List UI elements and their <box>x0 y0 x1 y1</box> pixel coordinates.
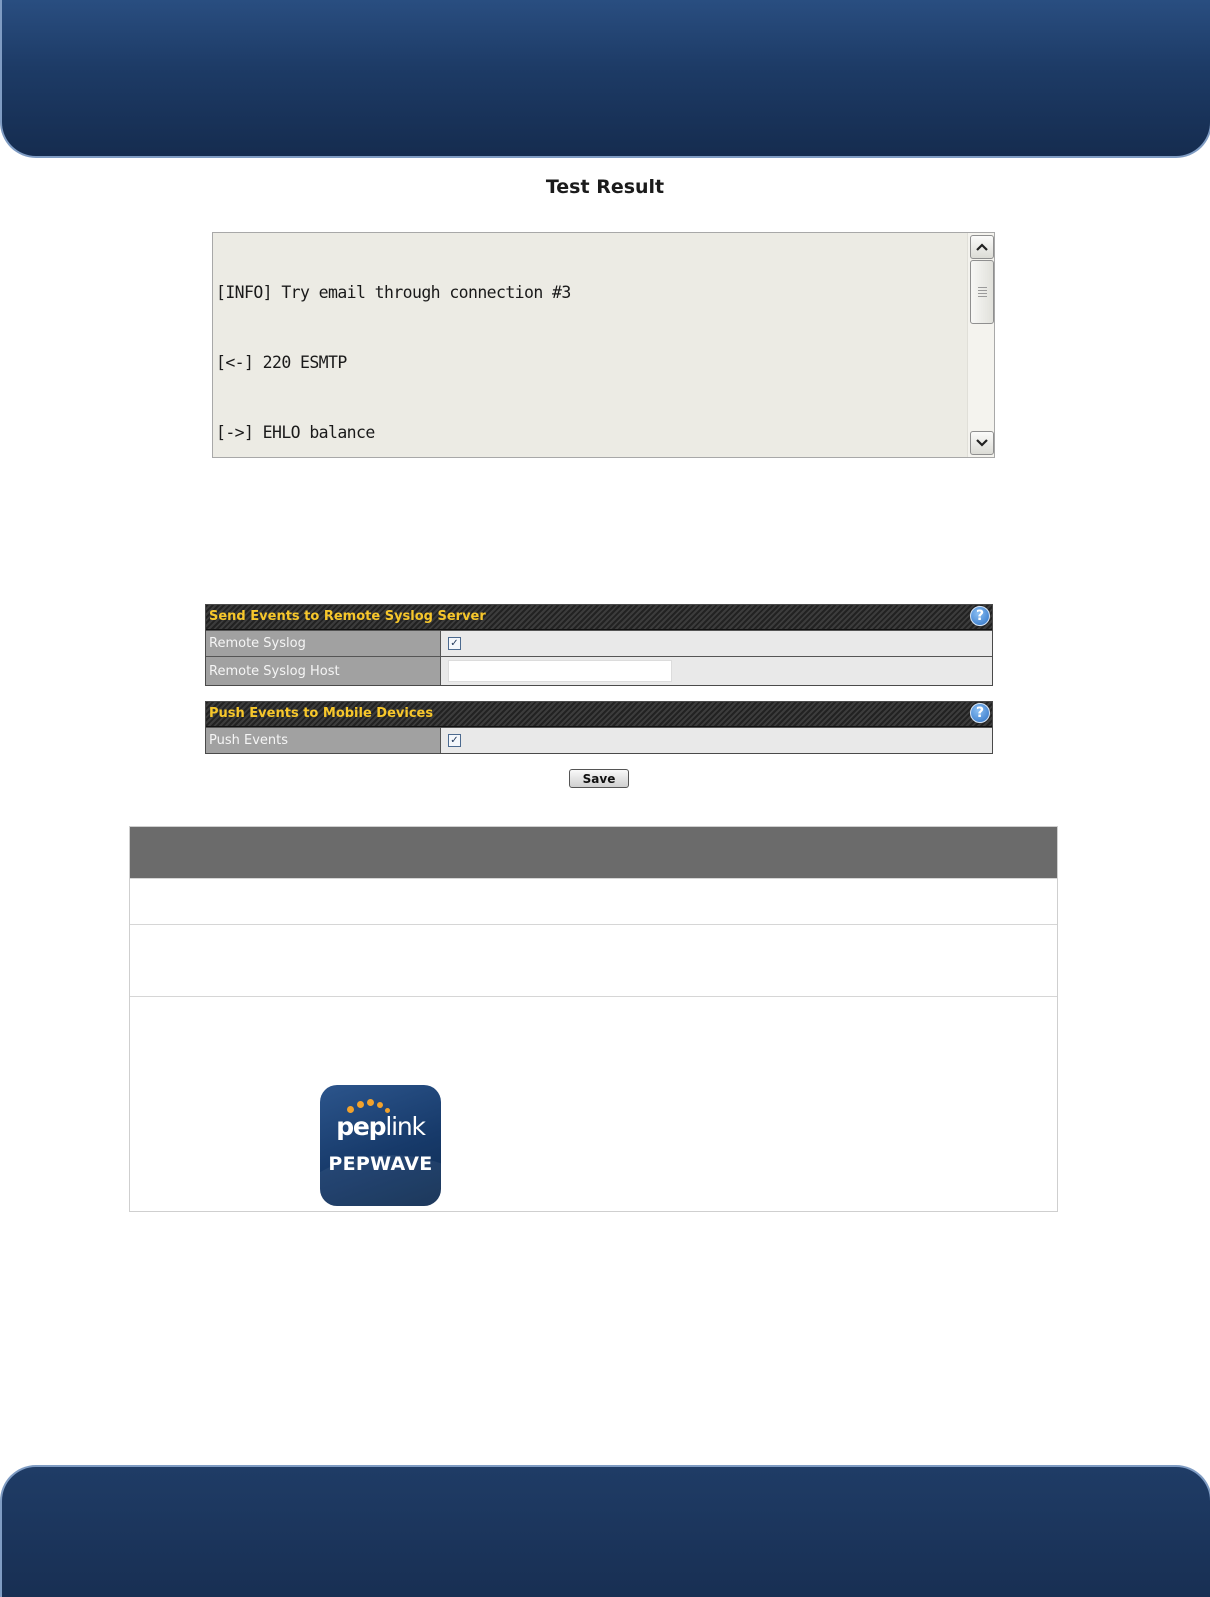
help-icon[interactable]: ? <box>970 606 990 626</box>
test-result-log[interactable] <box>212 232 995 458</box>
scroll-up-button[interactable] <box>970 235 994 259</box>
push-events-label: Push Events <box>206 728 441 753</box>
syslog-panel <box>205 604 993 686</box>
remote-syslog-row <box>206 630 992 656</box>
push-events-panel <box>205 701 993 754</box>
table-row <box>130 878 1057 924</box>
log-line: [INFO] Try email through connection #3 <box>216 283 571 303</box>
remote-syslog-value <box>441 631 992 656</box>
log-line: [<-] 220 ESMTP <box>216 353 347 373</box>
push-events-row <box>206 727 992 753</box>
app-subtitle: PEPWAVE <box>328 1153 433 1175</box>
top-banner <box>0 0 1210 158</box>
scroll-thumb[interactable] <box>970 260 994 324</box>
log-line: [->] EHLO balance <box>216 422 375 442</box>
remote-syslog-checkbox[interactable]: ✓ <box>448 637 461 650</box>
remote-syslog-host-input[interactable] <box>448 660 672 682</box>
log-text <box>216 235 958 455</box>
push-events-value <box>441 728 992 753</box>
chevron-down-icon <box>976 439 988 447</box>
bottom-banner <box>0 1465 1210 1597</box>
push-events-checkbox[interactable]: ✓ <box>448 734 461 747</box>
push-panel-title: Push Events to Mobile Devices <box>209 706 434 721</box>
save-button[interactable]: Save <box>569 769 629 788</box>
remote-syslog-host-label: Remote Syslog Host <box>206 657 441 685</box>
test-result-title: Test Result <box>545 176 665 198</box>
table-row <box>130 924 1057 996</box>
app-brand-text: peplink <box>336 1112 425 1141</box>
info-table-header <box>130 827 1057 878</box>
info-table <box>129 826 1058 1212</box>
syslog-panel-header <box>206 605 992 630</box>
remote-syslog-label: Remote Syslog <box>206 631 441 656</box>
syslog-panel-title: Send Events to Remote Syslog Server <box>209 609 486 624</box>
scroll-down-button[interactable] <box>970 431 994 455</box>
remote-syslog-host-row <box>206 656 992 685</box>
table-row <box>130 996 1057 1211</box>
help-icon[interactable]: ? <box>970 703 990 723</box>
chevron-up-icon <box>976 243 988 251</box>
log-scrollbar[interactable] <box>967 233 994 457</box>
remote-syslog-host-value <box>441 657 992 685</box>
peplink-app-icon <box>320 1085 441 1206</box>
push-panel-header <box>206 702 992 727</box>
